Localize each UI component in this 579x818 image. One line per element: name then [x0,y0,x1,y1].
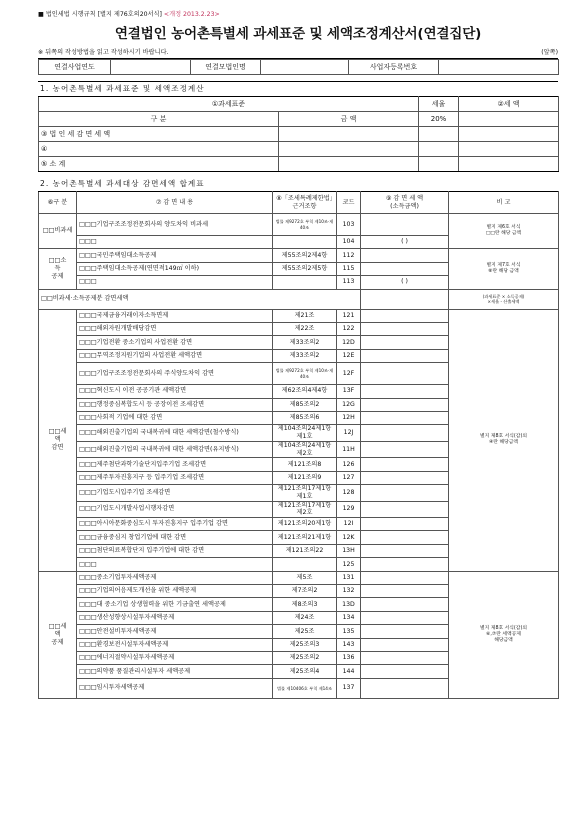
law-article: 제121조의8 [273,458,337,471]
row3-tax[interactable] [459,127,559,142]
rate-header: 세율 [419,97,459,112]
reduction-content: □□□해외진출기업의 국내복귀에 대한 세액감면(철수방식) [77,425,273,442]
code-cell: 113 [337,276,361,289]
law-article: 제33조의2 [273,336,337,349]
section2-table [38,191,559,699]
amount-field[interactable] [361,411,449,424]
amount-field[interactable] [361,585,449,598]
amount-field[interactable] [361,518,449,531]
amount-field[interactable] [361,458,449,471]
section1-title: 1. 농어촌특별세 과세표준 및 세액조정계산 [38,81,558,96]
code-cell: 128 [337,485,361,502]
amount-field[interactable] [361,363,449,385]
law-article [273,558,337,571]
law-article: 제121조의9 [273,471,337,484]
law-article: 제62조의4제4항 [273,385,337,398]
reduction-content: □□□ [77,558,273,571]
section2-body [39,214,559,699]
code-cell: 12K [337,531,361,544]
reduction-content: □□□기업의어음제도개선을 위한 세액공제 [77,585,273,598]
amount-field[interactable] [361,385,449,398]
law-article: 법률 제9272호 부칙 제10조·제40조 [273,214,337,236]
year-field[interactable] [111,60,191,75]
law-article: 제25조 [273,625,337,638]
reduction-content: □□□임시투자세액공제 [77,678,273,698]
table-row [39,309,559,322]
code-cell: 135 [337,625,361,638]
reduction-content: □□□기업도시입주기업 조세감면 [77,485,273,502]
row5-tax[interactable] [459,157,559,172]
code-cell: 121 [337,309,361,322]
law-article: 제24조 [273,611,337,624]
amount-field[interactable] [361,249,449,262]
reduction-content: □□□행정중심복합도시 등 공장이전 조세감면 [77,398,273,411]
amount-field[interactable] [361,665,449,678]
amount-field[interactable] [361,611,449,624]
law-article: 제55조의2제5항 [273,262,337,275]
amount-field[interactable] [361,544,449,557]
reduction-content: □□□해외진출기업의 국내복귀에 대한 세액감면(유지방식) [77,441,273,458]
row5-amount[interactable] [279,157,419,172]
g1-remark: 별지 제6호 서식 □□란 해당 금액 [449,214,559,249]
code-cell: 112 [337,249,361,262]
reduction-content: □□□에너지절약시설투자세액공제 [77,651,273,664]
code-cell: 129 [337,501,361,518]
code-cell: 136 [337,651,361,664]
item-header: 구 분 [39,112,279,127]
amount-field[interactable] [361,571,449,584]
tax-header: ②세 액 [459,97,559,112]
reduction-content: □□□첨단의료복합단지 입주기업에 대한 감면 [77,544,273,557]
amount-field[interactable] [361,309,449,322]
reduction-content: □□□중소기업투자세액공제 [77,571,273,584]
law-article: 제25조의4 [273,665,337,678]
amount-field[interactable] [361,425,449,442]
code-cell: 127 [337,471,361,484]
amount-field[interactable] [361,558,449,571]
code-cell: 11H [337,441,361,458]
section1-table [38,96,559,172]
h-amount: ⑨ 감 면 세 액 (소득금액) [361,192,449,214]
instruction-row [38,48,558,59]
amount-field[interactable] [361,678,449,698]
law-article: 제55조의2제4항 [273,249,337,262]
code-cell: 137 [337,678,361,698]
law-article: 제22조 [273,322,337,335]
amount-field[interactable] [361,625,449,638]
code-cell: 115 [337,262,361,275]
law-article: 제21조 [273,309,337,322]
amount-field[interactable] [361,214,449,236]
code-cell: 134 [337,611,361,624]
amount-field[interactable]: ( ) [361,276,449,289]
law-article: 제121조의20제1항 [273,518,337,531]
amount-field[interactable] [361,485,449,502]
info-table [38,59,559,75]
g4-remark: 별지 제8호 서식(갑)의 ⑥,⑦란 세액공제 해당금액 [449,571,559,698]
reduction-content: □□□기업구조조정전문회사의 양도차익 비과세 [77,214,273,236]
code-cell: 104 [337,236,361,249]
code-cell: 126 [337,458,361,471]
reduction-content: □□□아시아문화중심도시 투자진흥지구 입주기업 감면 [77,518,273,531]
instruction-text: ※ 뒤쪽의 작성방법을 읽고 작성하시기 바랍니다. [38,49,169,56]
amount-field[interactable] [361,398,449,411]
amount-field[interactable] [361,349,449,362]
row3-label: ③ 법 인 세 감 면 세 액 [39,127,279,142]
parent-label: 연결모법인명 [191,60,261,75]
g2-label: □□소 득 공제 [39,249,77,289]
table-row [39,571,559,584]
law-article: 제8조의3 [273,598,337,611]
sum-row-label: □□비과세·소득공제분 감면세액 [39,289,361,309]
reduction-content: □□□주택임대소득공제(연면적149㎡ 이하) [77,262,273,275]
law-article [273,236,337,249]
reduction-content: □□□ [77,276,273,289]
row5-label: ⑤ 소 계 [39,157,279,172]
reduction-content: □□□생산성향상시설투자세액공제 [77,611,273,624]
g1-label: □□비과세 [39,214,77,249]
law-article: 제121조의21제1항 [273,531,337,544]
form-reference [38,10,558,20]
reduction-content: □□□혁신도시 이전 공공기관 세액감면 [77,385,273,398]
sum-amount-field[interactable] [361,289,449,309]
amount-field[interactable] [361,262,449,275]
g2-remark: 별지 제7호 서식 ⑧란 해당 금액 [449,249,559,289]
code-cell: 12G [337,398,361,411]
law-article: 법률 제10406호 부칙 제14조 [273,678,337,698]
law-article [273,276,337,289]
g4-label: □□세 액 공제 [39,571,77,698]
form-page [38,10,558,699]
reduction-content: □□□기업구조조정전문회사의 주식양도차익 감면 [77,363,273,385]
code-cell: 131 [337,571,361,584]
amount-field[interactable] [361,322,449,335]
tax-base-header: ①과세표준 [39,97,419,112]
code-cell: 122 [337,322,361,335]
h-law: ⑧「조세특례제한법」근거조항 [273,192,337,214]
code-cell: 13F [337,385,361,398]
code-cell: 13D [337,598,361,611]
row4-amount[interactable] [279,142,419,157]
page-side: (앞쪽) [541,49,558,56]
rate-value: 20% [419,112,459,127]
g3-remark: 별지 제8호 서식(갑)의 ④란 해당금액 [449,309,559,571]
reduction-content: □□□안전설비투자세액공제 [77,625,273,638]
law-article: 제33조의2 [273,349,337,362]
amount-field[interactable] [361,598,449,611]
reduction-content: □□□금융중심지 창업기업에 대한 감면 [77,531,273,544]
reduction-content: □□□환경보전시설투자세액공제 [77,638,273,651]
code-cell: 12E [337,349,361,362]
section2-title: 2. 농어촌특별세 과세대상 감면세액 합계표 [40,179,205,188]
amount-field[interactable] [361,638,449,651]
amount-field[interactable] [361,336,449,349]
code-cell: 12H [337,411,361,424]
reduction-content: □□□기업전환 중소기업의 사업전환 감면 [77,336,273,349]
amount-field[interactable] [361,531,449,544]
reduction-content: □□□기업도시개발사업시행자감면 [77,501,273,518]
reduction-content: □□□국민주택임대소득공제 [77,249,273,262]
amount-field[interactable] [361,471,449,484]
form-title: 연결법인 농어촌특별세 과세표준 및 세액조정계산서(연결집단) [114,26,482,42]
sum-remark: (과세표준 × 소득공제) ×세율 - 산출세액 [449,289,559,309]
bizno-label: 사업자등록번호 [349,60,439,75]
reduction-content: □□□사회적 기업에 대한 감면 [77,411,273,424]
form-ref-text: ■ 법인세법 시행규칙 [별지 제76호의20서식] [38,11,162,18]
reduction-content: □□□제주첨단과학기술단지입주기업 조세감면 [77,458,273,471]
h-type: ⑥구 분 [39,192,77,214]
row4-tax[interactable] [459,142,559,157]
amount-header: 금 액 [279,112,419,127]
amount-field[interactable] [361,441,449,458]
law-article: 제85조의2 [273,398,337,411]
code-cell: 12J [337,425,361,442]
row4-label: ④ [39,142,279,157]
amount-field[interactable] [361,651,449,664]
law-article: 제121조의17제1항제2호 [273,501,337,518]
row3-amount[interactable] [279,127,419,142]
revision-text: <개정 2013.2.23> [163,11,220,18]
code-cell: 12I [337,518,361,531]
law-article: 제25조의2 [273,651,337,664]
parent-field[interactable] [261,60,349,75]
code-cell: 143 [337,638,361,651]
reduction-content: □□□대 중소기업 상생협력을 위한 기금출연 세액공제 [77,598,273,611]
reduction-content: □□□해외자원개발배당감면 [77,322,273,335]
code-cell: 125 [337,558,361,571]
code-cell: 132 [337,585,361,598]
code-cell: 103 [337,214,361,236]
code-cell: 12F [337,363,361,385]
law-article: 제121조의22 [273,544,337,557]
law-article: 제7조의2 [273,585,337,598]
law-article: 제5조 [273,571,337,584]
amount-field[interactable] [361,501,449,518]
sum-row [39,289,559,309]
reduction-content: □□□제주투자진흥지구 등 입주기업 조세감면 [77,471,273,484]
h-content: ⑦ 감 면 내 용 [77,192,273,214]
code-cell: 12D [337,336,361,349]
law-article: 제104조의24제1항제1호 [273,425,337,442]
year-label: 연결사업연도 [39,60,111,75]
h-remark: 비 고 [449,192,559,214]
table-row [39,214,559,236]
table-row [39,249,559,262]
law-article: 제121조의17제1항제1호 [273,485,337,502]
law-article: 제104조의24제1항제2호 [273,441,337,458]
reduction-content: □□□국제금융거래이자소득면제 [77,309,273,322]
amount-field[interactable]: ( ) [361,236,449,249]
g3-label: □□세 액 감면 [39,309,77,571]
h-code: 코드 [337,192,361,214]
reduction-content: □□□의약품 품질관리시설투자 세액공제 [77,665,273,678]
law-article: 제25조의3 [273,638,337,651]
reduction-content: □□□ [77,236,273,249]
law-article: 제85조의6 [273,411,337,424]
law-article: 법률 제9272호 부칙 제10조·제40조 [273,363,337,385]
code-cell: 13H [337,544,361,557]
code-cell: 144 [337,665,361,678]
bizno-field[interactable] [439,60,559,75]
reduction-content: □□□무역조정지원기업의 사업전환 세액감면 [77,349,273,362]
